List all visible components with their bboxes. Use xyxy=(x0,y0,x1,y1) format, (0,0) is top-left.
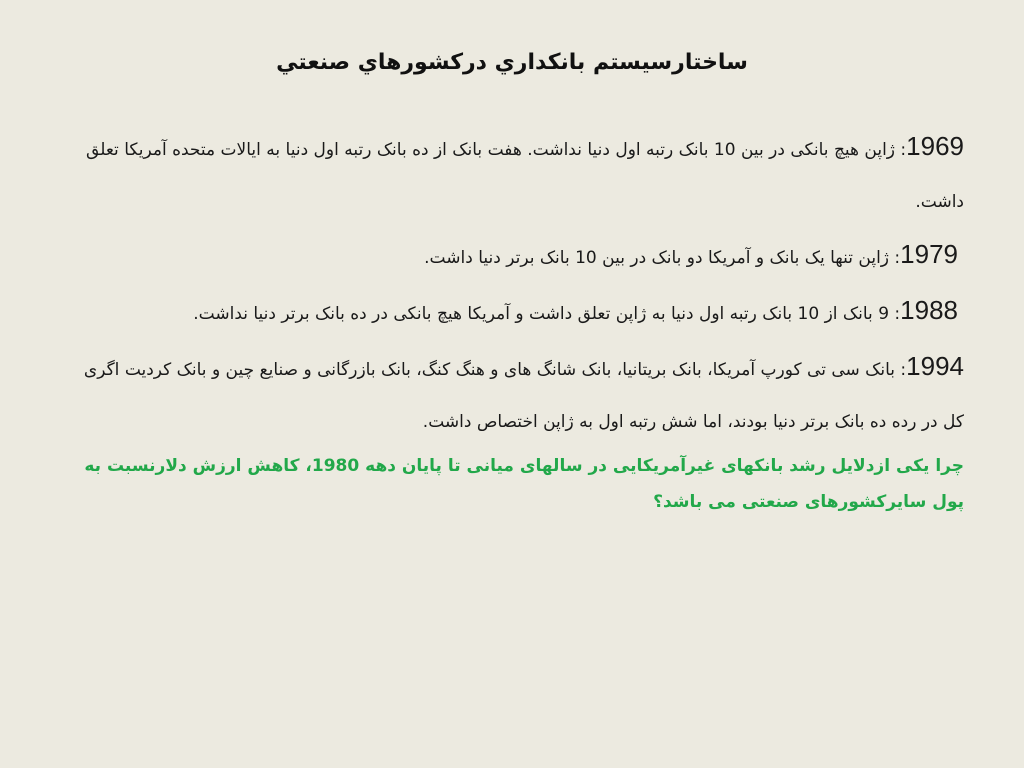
year-label: 1969 xyxy=(906,131,964,161)
paragraph-text: : ژاپن تنها یک بانک و آمریکا دو بانک در بین 10 بانک برتر دنیا داشت. xyxy=(424,248,901,268)
paragraph-text: : بانک سی تی کورپ آمریکا، بانک بریتانیا، بانک شانگ های و هنگ کنگ، بانک بازرگانی و صنایع چین و بانک کردیت اگری کل در رده ده بانک برتر دنیا بودند، اما شش رتبه اول به ژاپن اختصاص داشت. xyxy=(83,360,964,432)
paragraph-1969 xyxy=(60,120,964,228)
paragraph-1994 xyxy=(60,340,964,448)
paragraph-1988 xyxy=(60,284,964,340)
slide-title: ساختارسیستم بانکداري درکشورهاي صنعتي xyxy=(276,50,748,75)
paragraph-text: : ژاپن هیچ بانکی در بین 10 بانک رتبه اول دنیا نداشت. هفت بانک از ده بانک رتبه اول دنیا به ایالات متحده آمریکا تعلق داشت. xyxy=(86,140,964,212)
year-label: 1988 xyxy=(900,295,958,325)
paragraph-1979 xyxy=(60,228,964,284)
slide-body xyxy=(60,120,964,520)
year-label: 1994 xyxy=(906,351,964,381)
year-label: 1979 xyxy=(900,239,958,269)
paragraph-text: : 9 بانک از 10 بانک رتبه اول دنیا به ژاپن تعلق داشت و آمریکا هیچ بانکی در ده بانک برتر دنیا نداشت. xyxy=(193,304,901,324)
question-text: چرا یکی ازدلایل رشد بانکهای غیرآمریکایی در سالهای میانی تا پایان دهه 1980، کاهش ارزش دلارنسبت به پول سایرکشورهای صنعتی می باشد؟ xyxy=(84,456,964,512)
